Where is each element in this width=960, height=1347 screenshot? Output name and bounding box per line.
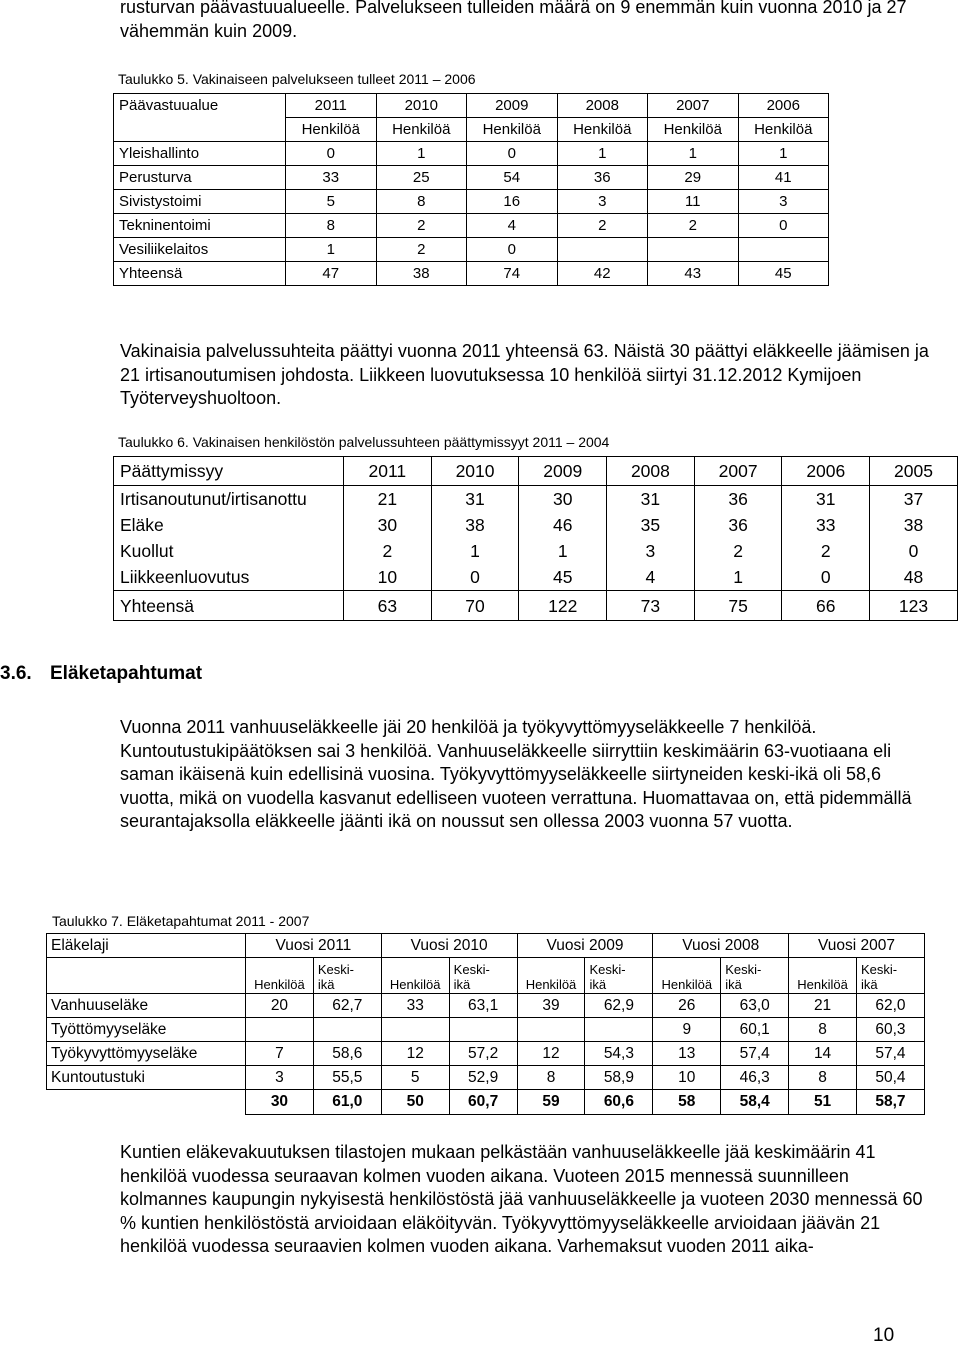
table-subheader-cell: Henkilöä [789, 958, 857, 994]
table-cell: 60,3 [857, 1018, 925, 1042]
table-row-label: Työttömyyseläke [47, 1018, 246, 1042]
table-header-cell: Vuosi 2010 [381, 934, 517, 958]
table-cell: 57,4 [721, 1042, 789, 1066]
table-cell: 3 [246, 1066, 314, 1090]
table-header-cell: Päävastuualue [114, 94, 286, 118]
table-cell: 50 [381, 1090, 449, 1115]
table-cell: 58,6 [313, 1042, 381, 1066]
table-cell: 35 [607, 512, 695, 538]
table-subheader-row [47, 958, 925, 994]
subheader-line: Keski- [861, 962, 898, 977]
table-row-label: Perusturva [114, 166, 286, 190]
table-cell: 33 [286, 166, 377, 190]
table-row [114, 486, 958, 513]
table-cell: 50,4 [857, 1066, 925, 1090]
table-row-label: Työkyvyttömyyseläke [47, 1042, 246, 1066]
section-number: 3.6. [0, 663, 32, 684]
table-row-label: Yleishallinto [114, 142, 286, 166]
table-cell: 66 [782, 591, 870, 621]
table-total-row [47, 1090, 925, 1115]
table-cell: 1 [519, 538, 607, 564]
table-cell: 1 [694, 564, 782, 591]
table-cell: 4 [607, 564, 695, 591]
table-cell: 7 [246, 1042, 314, 1066]
table-cell: 33 [782, 512, 870, 538]
table-cell: 16 [467, 190, 558, 214]
table-cell: 42 [557, 262, 648, 286]
table-cell [449, 1018, 517, 1042]
table-cell: 38 [870, 512, 958, 538]
table-cell: 58,7 [857, 1090, 925, 1115]
table7 [46, 933, 925, 1115]
table-cell: 0 [870, 538, 958, 564]
table-header-cell: 2007 [648, 94, 739, 118]
table-cell: 62,0 [857, 994, 925, 1018]
table-cell: 3 [557, 190, 648, 214]
table-cell: 46 [519, 512, 607, 538]
table-cell: Henkilöä [557, 118, 648, 142]
table-cell: 58 [653, 1090, 721, 1115]
table-cell: 1 [738, 142, 829, 166]
table-cell: 2 [344, 538, 432, 564]
table-cell: Henkilöä [376, 118, 467, 142]
table-cell: 57,4 [857, 1042, 925, 1066]
table-cell: 2 [694, 538, 782, 564]
table-cell: 5 [286, 190, 377, 214]
table-cell: 46,3 [721, 1066, 789, 1090]
table-cell: 8 [376, 190, 467, 214]
table-cell: 1 [557, 142, 648, 166]
table-cell: 8 [789, 1018, 857, 1042]
subheader-line: Keski- [317, 962, 355, 977]
table-row [114, 538, 958, 564]
table-cell: 25 [376, 166, 467, 190]
table-cell: 60,6 [585, 1090, 653, 1115]
table-row [114, 512, 958, 538]
table-row-label: Tekninentoimi [114, 214, 286, 238]
table-cell: 60,1 [721, 1018, 789, 1042]
table-cell: 123 [870, 591, 958, 621]
table-header-cell: 2006 [782, 457, 870, 486]
table-cell: 36 [557, 166, 648, 190]
table-cell: 36 [694, 512, 782, 538]
table-cell: 63,0 [721, 994, 789, 1018]
table-cell: 75 [694, 591, 782, 621]
table-cell: 55,5 [313, 1066, 381, 1090]
table-header-cell: Vuosi 2009 [517, 934, 653, 958]
table-header-cell: 2006 [738, 94, 829, 118]
table-row [114, 214, 829, 238]
table-cell: 1 [431, 538, 519, 564]
section-title: Eläketapahtumat [50, 663, 203, 684]
table-cell: 1 [286, 238, 377, 262]
table-cell: 122 [519, 591, 607, 621]
table-cell: 13 [653, 1042, 721, 1066]
table-header-cell: Päättymissyy [114, 457, 344, 486]
table-cell: 20 [246, 994, 314, 1018]
subheader-line: ikä [317, 977, 335, 992]
table5-caption: Taulukko 5. Vakinaiseen palvelukseen tulleet 2011 – 2006 [118, 71, 476, 87]
table-cell [47, 1090, 246, 1115]
page-number: 10 [873, 1325, 895, 1346]
table-header-cell: Eläkelaji [47, 934, 246, 958]
subheader-line: ikä [453, 977, 471, 992]
table-subheader-cell: Henkilöä [517, 958, 585, 994]
table-row [114, 238, 829, 262]
table-cell: 2 [782, 538, 870, 564]
table-unit-row [114, 118, 829, 142]
table-cell [246, 1018, 314, 1042]
table-cell: 61,0 [313, 1090, 381, 1115]
subheader-line: Keski- [589, 962, 626, 977]
table-cell: 54 [467, 166, 558, 190]
table-cell: 45 [519, 564, 607, 591]
table-header-cell: Vuosi 2007 [789, 934, 925, 958]
table-cell: 2 [648, 214, 739, 238]
table-cell: 59 [517, 1090, 585, 1115]
table6-caption: Taulukko 6. Vakinaisen henkilöstön palvelussuhteen päättymissyyt 2011 – 2004 [118, 434, 610, 450]
table-row-label: Yhteensä [114, 591, 344, 621]
table-row-label: Liikkeenluovutus [114, 564, 344, 591]
table-cell: 54,3 [585, 1042, 653, 1066]
table-cell: 38 [376, 262, 467, 286]
table-row [47, 1042, 925, 1066]
table-subheader-cell: Henkilöä [381, 958, 449, 994]
table-cell: 3 [607, 538, 695, 564]
table-cell: 0 [467, 142, 558, 166]
table-cell: 30 [344, 512, 432, 538]
table-cell: 4 [467, 214, 558, 238]
table-cell: 52,9 [449, 1066, 517, 1090]
table-cell: 45 [738, 262, 829, 286]
table-cell: 48 [870, 564, 958, 591]
table-subheader-cell: Henkilöä [653, 958, 721, 994]
table-row-label: Yhteensä [114, 262, 286, 286]
table-subheader-cell [721, 958, 789, 994]
table-cell: 21 [344, 486, 432, 513]
table-cell: 62,7 [313, 994, 381, 1018]
table-cell [738, 238, 829, 262]
table-cell: 29 [648, 166, 739, 190]
table-cell [47, 958, 246, 994]
table-subheader-cell [449, 958, 517, 994]
table-cell: 14 [789, 1042, 857, 1066]
paragraph-terminations: Vakinaisia palvelussuhteita päättyi vuonna 2011 yhteensä 63. Näistä 30 päättyi eläkkeelle jäämisen ja 21 irtisanoutumisen johdosta. Liikkeen luovutuksessa 10 henkilöä siirtyi 31.12.2012 Kymijoen Työterveyshuoltoon. [120, 341, 929, 408]
table-cell: 51 [789, 1090, 857, 1115]
table-cell: 1 [376, 142, 467, 166]
table-row-label: Vesiliikelaitos [114, 238, 286, 262]
table-cell: 36 [694, 486, 782, 513]
table-header-cell: 2010 [376, 94, 467, 118]
table-row [114, 190, 829, 214]
table-cell: 47 [286, 262, 377, 286]
subheader-line: ikä [725, 977, 742, 992]
table-cell: 3 [738, 190, 829, 214]
table-cell: 60,7 [449, 1090, 517, 1115]
table-row-label: Irtisanoutunut/irtisanottu [114, 486, 344, 513]
table-row-label: Kuollut [114, 538, 344, 564]
table-cell: 0 [467, 238, 558, 262]
table-cell: 5 [381, 1066, 449, 1090]
table-row [114, 564, 958, 591]
table-header-cell: 2010 [431, 457, 519, 486]
table-subheader-cell [585, 958, 653, 994]
table-cell: 11 [648, 190, 739, 214]
table-cell: Henkilöä [648, 118, 739, 142]
table-subheader-cell [313, 958, 381, 994]
table-cell: 41 [738, 166, 829, 190]
table-cell: 8 [789, 1066, 857, 1090]
table-header-cell: Vuosi 2011 [246, 934, 382, 958]
table-header-cell: 2009 [519, 457, 607, 486]
table-cell [517, 1018, 585, 1042]
table-header-row [114, 94, 829, 118]
table-cell: 30 [246, 1090, 314, 1115]
table-cell [313, 1018, 381, 1042]
table-header-cell: 2008 [557, 94, 648, 118]
table-header-cell: 2011 [344, 457, 432, 486]
table5 [113, 93, 829, 286]
table-cell: 26 [653, 994, 721, 1018]
table-cell: 12 [381, 1042, 449, 1066]
table-header-cell: 2011 [286, 94, 377, 118]
table-row-label: Eläke [114, 512, 344, 538]
table-row-label: Sivistystoimi [114, 190, 286, 214]
table-cell: 58,4 [721, 1090, 789, 1115]
table6 [113, 456, 958, 621]
table-cell: 30 [519, 486, 607, 513]
table-cell: 57,2 [449, 1042, 517, 1066]
subheader-line: Keski- [725, 962, 762, 977]
table-cell [648, 238, 739, 262]
table-header-row [47, 934, 925, 958]
table-cell: 58,9 [585, 1066, 653, 1090]
table-cell: 21 [789, 994, 857, 1018]
table-row [114, 166, 829, 190]
table-cell: 0 [286, 142, 377, 166]
table-cell: 38 [431, 512, 519, 538]
table-row [47, 1018, 925, 1042]
subheader-line: ikä [861, 977, 878, 992]
paragraph-pension-events: Vuonna 2011 vanhuuseläkkeelle jäi 20 henkilöä ja työkyvyttömyyseläkkeelle 7 henkilöä. Kuntoutustukipäätöksen sai 3 henkilöä. Vanhuuseläkkeelle siirryttiin keskimäärin 63-vuotiaana eli saman ikäisenä kuin edellisinä vuosina. Työkyvyttömyyseläkkeelle siirtyneiden keski-ikä oli 58,6 vuotta, mikä on vuodella kasvanut edelliseen vuoteen verrattuna. Huomattavaa on, että pidemmällä seurantajaksolla eläkkeelle jäänti ikä on noussut sen ollessa 2003 vuonna 57 vuotta. [120, 717, 912, 831]
table-header-cell: 2008 [607, 457, 695, 486]
table-header-cell: 2007 [694, 457, 782, 486]
table-cell: 8 [517, 1066, 585, 1090]
table7-caption: Taulukko 7. Eläketapahtumat 2011 - 2007 [52, 913, 310, 929]
table-cell: 63,1 [449, 994, 517, 1018]
table-cell: 0 [431, 564, 519, 591]
table-cell: 39 [517, 994, 585, 1018]
table-cell: 74 [467, 262, 558, 286]
table-row-label: Vanhuuseläke [47, 994, 246, 1018]
table-cell: Henkilöä [286, 118, 377, 142]
subheader-line: ikä [589, 977, 607, 992]
table-cell: 63 [344, 591, 432, 621]
table-total-row [114, 262, 829, 286]
table-cell [585, 1018, 653, 1042]
table-cell: 10 [344, 564, 432, 591]
table-cell [557, 238, 648, 262]
table-subheader-cell [857, 958, 925, 994]
table-cell [114, 118, 286, 142]
table-cell: 1 [648, 142, 739, 166]
table-subheader-cell: Henkilöä [246, 958, 314, 994]
table-cell: 0 [782, 564, 870, 591]
table-row [114, 142, 829, 166]
table-row [47, 994, 925, 1018]
table-cell: 31 [431, 486, 519, 513]
table-row-label: Kuntoutustuki [47, 1066, 246, 1090]
table-total-row [114, 591, 958, 621]
table-cell: 33 [381, 994, 449, 1018]
table-cell: 70 [431, 591, 519, 621]
table-cell: Henkilöä [467, 118, 558, 142]
table-header-cell: 2009 [467, 94, 558, 118]
table-cell: 10 [653, 1066, 721, 1090]
table-header-cell: 2005 [870, 457, 958, 486]
paragraph-forecast: Kuntien eläkevakuutuksen tilastojen mukaan pelkästään vanhuuseläkkeelle jää keskimäärin 41 henkilöä vuodessa seuraavan kolmen vuoden aikana. Vuoteen 2015 mennessä suunnilleen kolmannes kaupungin nykyisestä henkilöstöstä jää vanhuuseläkkeelle ja vuoteen 2030 mennessä 60 % kuntien henkilöstöstä arvioidaan eläköityvän. Työkyvyttömyyseläkkeelle arvioidaan jäävän 21 henkilöä vuodessa seuraavien kolmen vuoden aikana. Varhemaksut vuoden 2011 aika- [120, 1142, 923, 1256]
table-cell: 9 [653, 1018, 721, 1042]
table-cell: 2 [376, 238, 467, 262]
table-header-row [114, 457, 958, 486]
table-cell: 73 [607, 591, 695, 621]
intro-paragraph: rusturvan päävastuualueelle. Palvelukseen tulleiden määrä on 9 enemmän kuin vuonna 2010 ja 27 vähemmän kuin 2009. [120, 0, 907, 41]
table-cell: Henkilöä [738, 118, 829, 142]
table-cell: 31 [782, 486, 870, 513]
table-cell: 8 [286, 214, 377, 238]
table-cell [381, 1018, 449, 1042]
table-cell: 31 [607, 486, 695, 513]
table-cell: 37 [870, 486, 958, 513]
table-row [47, 1066, 925, 1090]
table-cell: 62,9 [585, 994, 653, 1018]
table-cell: 2 [557, 214, 648, 238]
table-header-cell: Vuosi 2008 [653, 934, 789, 958]
table-cell: 43 [648, 262, 739, 286]
subheader-line: Keski- [453, 962, 490, 977]
table-cell: 2 [376, 214, 467, 238]
table-cell: 12 [517, 1042, 585, 1066]
section-heading [0, 663, 203, 685]
table-cell: 0 [738, 214, 829, 238]
